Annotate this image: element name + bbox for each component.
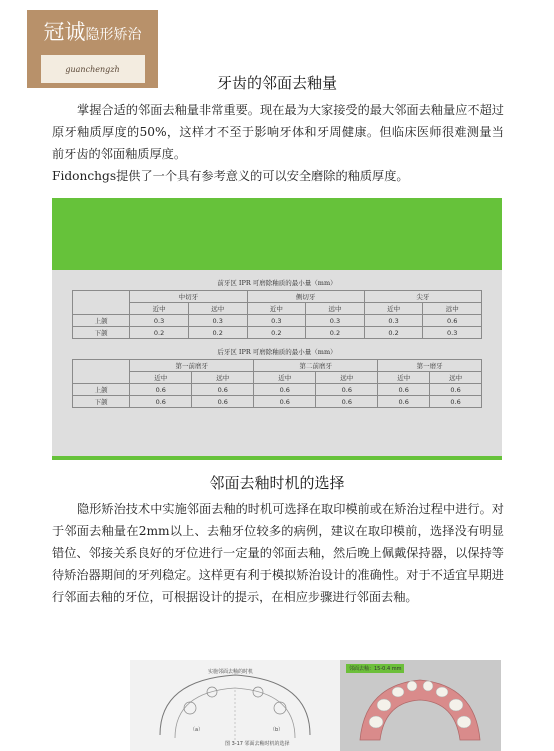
figure-3d-model-panel [340, 660, 501, 751]
table-group-header: 中切牙 [130, 291, 247, 303]
figure-label-top: 实施邻面去釉的时机 [208, 669, 254, 675]
table-header-row [73, 360, 482, 372]
table-row-label: 下颌 [73, 396, 130, 408]
table-row-label: 下颌 [73, 327, 130, 339]
table-subheader-row [73, 372, 482, 384]
table-subheader: 远中 [188, 303, 247, 315]
table-header-row [73, 291, 482, 303]
table-subheader-row [73, 303, 482, 315]
table-cell: 0.2 [130, 327, 189, 339]
table-cell: 0.3 [188, 315, 247, 327]
dental-model-illustration [340, 660, 501, 751]
table-subheader: 近中 [247, 303, 306, 315]
table-cell: 0.3 [423, 327, 482, 339]
table-row [73, 327, 482, 339]
table-cell: 0.2 [188, 327, 247, 339]
paragraph-ipr-timing: 隐形矫治技术中实施邻面去釉的时机可选择在取印模前或在矫治过程中进行。对于邻面去釉量在2mm以上、去釉牙位较多的病例，建议在取印模前，选择没有明显错位、邻接关系良好的牙位进行一定量的邻面去釉，然后晚上佩戴保持器，以保持等待矫治器期间的牙列稳定。这样更有利于模拟矫治设计的准确性。对于不适宜早期进行邻面去釉的牙位，可根据设计的提示，在相应步骤进行邻面去釉。 [52, 502, 504, 604]
table-corner-cell [73, 360, 130, 384]
table-cell: 0.6 [254, 384, 316, 396]
table-group-header: 第一磨牙 [378, 360, 482, 372]
figure-label-a: （a） [190, 727, 204, 733]
table-group-header: 第二前磨牙 [254, 360, 378, 372]
table-row-label: 上颌 [73, 384, 130, 396]
logo-signature: guanchengzh [65, 64, 120, 74]
table-group-header: 尖牙 [364, 291, 481, 303]
table-group-header: 第一前磨牙 [130, 360, 254, 372]
section-title-ipr-amount: 牙齿的邻面去釉量 [216, 74, 337, 92]
table-row [73, 396, 482, 408]
table-cell: 0.3 [306, 315, 365, 327]
table-row-label: 上颌 [73, 315, 130, 327]
ipr-timing-figure [130, 660, 501, 751]
table-cell: 0.6 [378, 384, 430, 396]
table-cell: 0.6 [430, 384, 482, 396]
table-cell: 0.3 [247, 315, 306, 327]
table-cell: 0.3 [364, 315, 423, 327]
paragraph-ipr-amount: 掌握合适的邻面去釉量非常重要。现在最为大家接受的最大邻面去釉量应不超过原牙釉质厚度的50%，这样才不至于影响牙体和牙周健康。但临床医师很难测量当前牙齿的邻面釉质厚度。 [52, 103, 504, 161]
table-subheader: 远中 [192, 372, 254, 384]
table-row [73, 384, 482, 396]
back-teeth-ipr-table [72, 359, 482, 408]
figure-badge: 邻面去釉：15-0.4 mm [346, 664, 404, 673]
table-cell: 0.6 [430, 396, 482, 408]
ipr-tables-photo [52, 270, 502, 456]
table-subheader: 近中 [254, 372, 316, 384]
table-row [73, 315, 482, 327]
logo-title-small: 隐形矫治 [85, 27, 142, 43]
table-corner-cell [73, 291, 130, 315]
table-cell: 0.3 [130, 315, 189, 327]
table-subheader: 近中 [364, 303, 423, 315]
table-cell: 0.6 [378, 396, 430, 408]
table-subheader: 远中 [423, 303, 482, 315]
table-subheader: 远中 [306, 303, 365, 315]
table-cell: 0.6 [130, 384, 192, 396]
figure-label-b: （b） [270, 727, 284, 733]
table-photo-panel [52, 198, 502, 460]
section-title-ipr-timing: 邻面去釉时机的选择 [209, 474, 345, 492]
table-cell: 0.6 [192, 384, 254, 396]
table-cell: 0.2 [364, 327, 423, 339]
table-cell: 0.6 [130, 396, 192, 408]
table-group-header: 侧切牙 [247, 291, 364, 303]
table-subheader: 近中 [130, 303, 189, 315]
table-subheader: 远中 [430, 372, 482, 384]
logo-title [27, 17, 158, 50]
back-table-caption: 后牙区 IPR 可磨除釉质的最小量（mm） [217, 348, 337, 356]
table-cell: 0.6 [316, 396, 378, 408]
table-subheader: 近中 [378, 372, 430, 384]
table-cell: 0.2 [306, 327, 365, 339]
figure-diagram-panel [130, 660, 340, 751]
figure-caption: 图 3-17 邻面去釉时机的选择 [225, 741, 290, 747]
table-cell: 0.6 [423, 315, 482, 327]
logo-title-big: 冠诚 [43, 20, 86, 44]
table-subheader: 近中 [130, 372, 192, 384]
table-cell: 0.6 [192, 396, 254, 408]
table-subheader: 远中 [316, 372, 378, 384]
front-table-caption: 前牙区 IPR 可磨除釉质的最小量（mm） [217, 279, 337, 287]
front-teeth-ipr-table [72, 290, 482, 339]
table-cell: 0.6 [316, 384, 378, 396]
paragraph-fidonchgs: Fidonchgs提供了一个具有参考意义的可以安全磨除的釉质厚度。 [52, 169, 409, 183]
table-cell: 0.6 [254, 396, 316, 408]
table-cell: 0.2 [247, 327, 306, 339]
